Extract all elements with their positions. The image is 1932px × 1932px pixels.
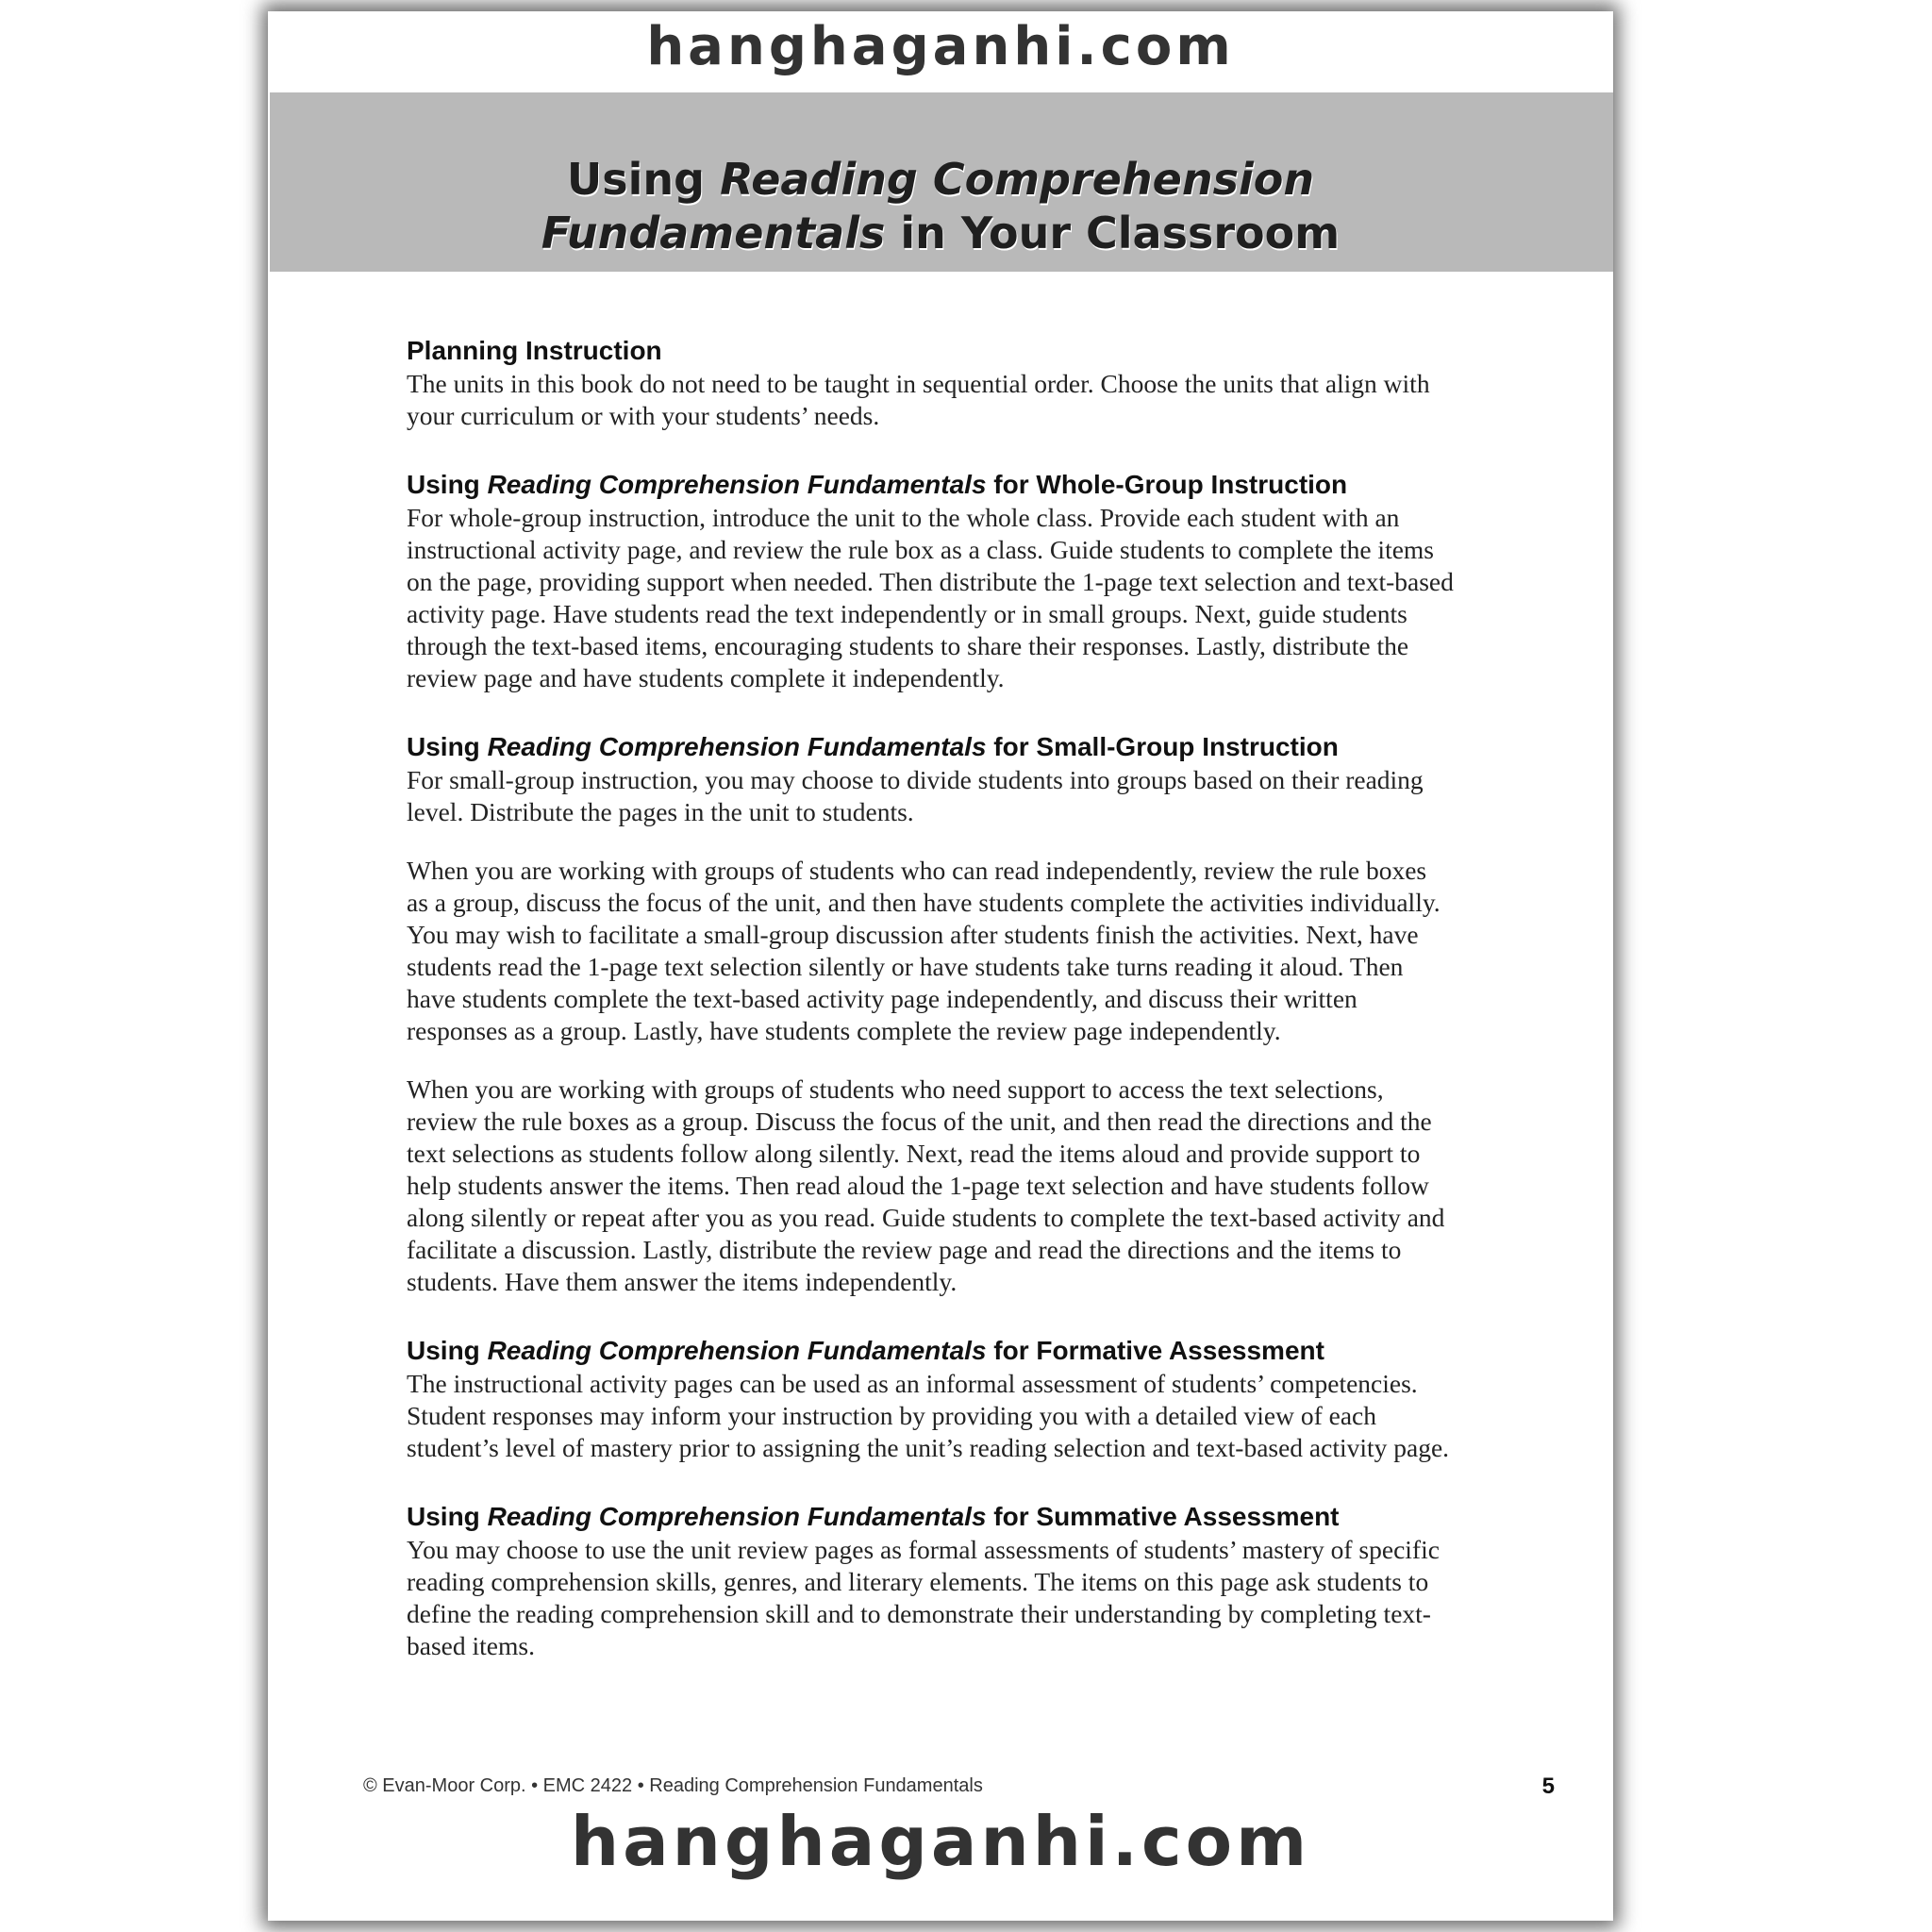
paragraph: The units in this book do not need to be taught in sequential order. Choose the units that align with your curriculum or with your students’ needs. (407, 369, 1430, 430)
watermark-top: hanghaganhi.com (646, 16, 1235, 77)
heading-text: for Small-Group Instruction (986, 732, 1339, 761)
paragraph: When you are working with groups of students who can read independently, review the rule boxes as a group, discuss the focus of the unit, and then have students complete the activities individually. You may wish to facilitate a small-group discussion after students finish the activities. Next, have students read the 1-page text selection silently or have students take turns reading it aloud. Then have students complete the text-based activity page independently, and discuss their written responses as a group. Lastly, have students complete the review page independently. (407, 856, 1441, 1045)
heading-italic-text: Reading Comprehension Fundamentals (487, 1336, 987, 1365)
heading-text: for Summative Assessment (986, 1502, 1340, 1531)
paragraph: You may choose to use the unit review pages as formal assessments of students’ mastery of specific reading comprehension skills, genres, and literary elements. The items on this page ask students to define the reading comprehension skill and to demonstrate their understanding by completing text-based items. (407, 1535, 1440, 1660)
heading-text: for Formative Assessment (986, 1336, 1324, 1365)
heading-italic-text: Reading Comprehension Fundamentals (487, 1502, 987, 1531)
book-page (268, 11, 1613, 1921)
heading-text: Using (407, 732, 488, 761)
paragraph: For whole-group instruction, introduce the unit to the whole class. Provide each student with an instructional activity page, and review the rule box as a class. Guide students to complete the items on the page, providing support when needed. Then distribute the 1-page text selection and text-based activity page. Have students read the text independently or in small groups. Next, guide students through the text-based items, encouraging students to share their responses. Lastly, distribute the review page and have students complete it independently. (407, 503, 1454, 692)
heading-text: Using (407, 1502, 488, 1531)
title-italic-text: Fundamentals (541, 208, 886, 258)
paragraph: When you are working with groups of students who need support to access the text selections, review the rule boxes as a group. Discuss the focus of the unit, and then read the directions and the text selections as students follow along silently. Next, read the items aloud and provide support to help students answer the items. Then read aloud the 1-page text selection and have students follow along silently or repeat after you as you read. Guide students to complete the text-based activity and facilitate a discussion. Lastly, distribute the review page and read the directions and the items to students. Have them answer the items independently. (407, 1074, 1445, 1296)
section-heading-planning: Planning Instruction (407, 336, 662, 365)
heading-italic-text: Reading Comprehension Fundamentals (487, 470, 987, 499)
body-content (407, 334, 1454, 1662)
title-text: in Your Classroom (885, 208, 1341, 258)
section-heading-small-group (407, 730, 1454, 764)
heading-text: Using (407, 1336, 488, 1365)
footer-credit: © Evan-Moor Corp. • EMC 2422 • Reading Comprehension Fundamentals (363, 1775, 983, 1796)
title-italic-text: Reading Comprehension (720, 154, 1315, 205)
heading-italic-text: Reading Comprehension Fundamentals (487, 732, 987, 761)
paragraph: For small-group instruction, you may choose to divide students into groups based on their reading level. Distribute the pages in the unit to students. (407, 765, 1424, 826)
section-heading-summative (407, 1500, 1454, 1534)
watermark-bottom: hanghaganhi.com (570, 1802, 1311, 1881)
section-heading-formative (407, 1334, 1454, 1368)
section-heading-whole-group (407, 468, 1454, 502)
heading-text: for Whole-Group Instruction (986, 470, 1348, 499)
title-text: Using (566, 154, 721, 205)
page-title-line-1 (268, 153, 1613, 206)
page-number: 5 (1541, 1774, 1555, 1799)
page-title-line-2 (268, 207, 1613, 259)
paragraph: The instructional activity pages can be used as an informal assessment of students’ competencies. Student responses may inform your instruction by providing you with a detailed view of each student’s level of mastery prior to assigning the unit’s reading selection and text-based activity page. (407, 1369, 1450, 1462)
heading-text: Using (407, 470, 488, 499)
